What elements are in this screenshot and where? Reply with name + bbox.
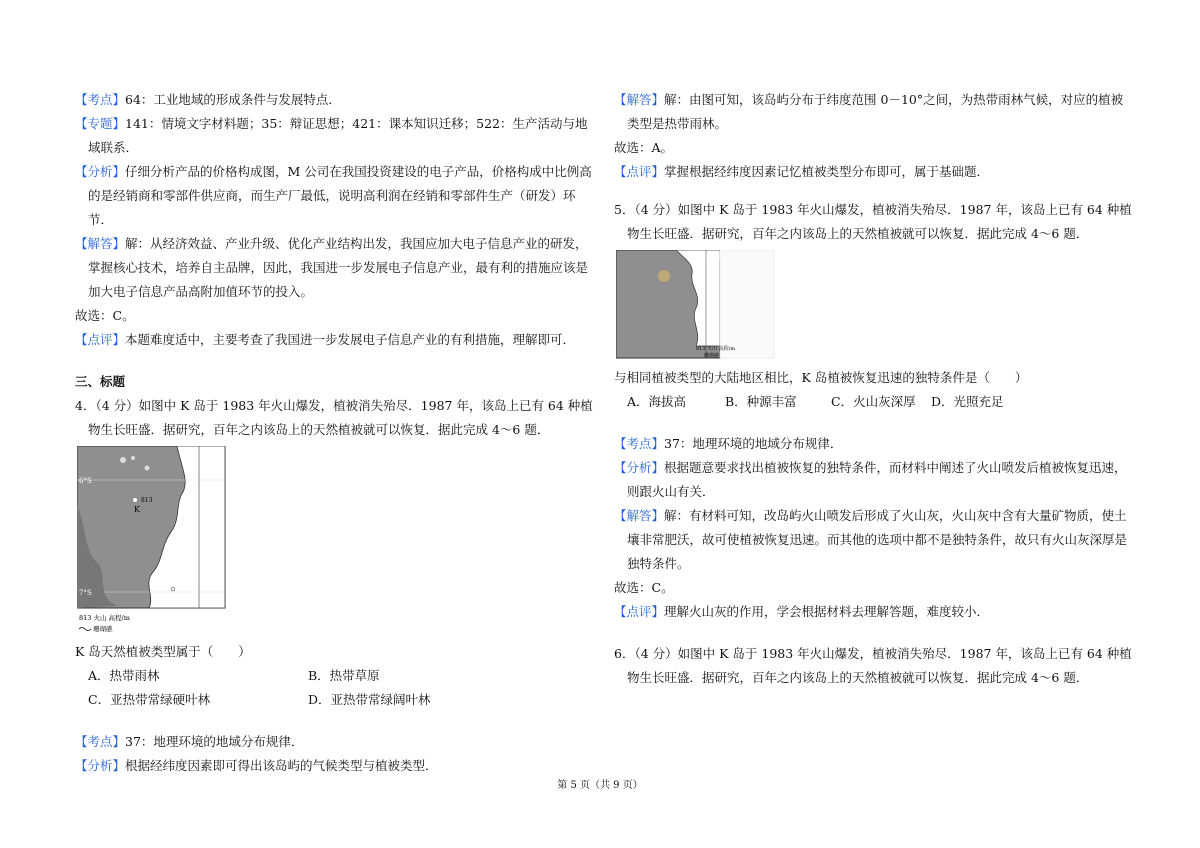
page-footer: 第 5 页（共 9 页） <box>557 780 643 791</box>
zhuanti-tag: 【专题】 <box>75 116 126 131</box>
kaodian-text: 37：地理环境的地域分布规律． <box>125 734 304 749</box>
q5-option-c: C．火山灰深厚 <box>831 394 916 409</box>
jieda-text: 解：有材料可知，改岛屿火山喷发后形成了火山灰，火山灰中含有大量矿物质，使土壤非常肥沃，故可使植被恢复迅速。而其他的选项中都不是独特条件，故只有火山灰深厚是独特条件。 <box>627 508 1128 571</box>
map-figure-1 <box>77 446 227 636</box>
q5-options <box>614 390 1134 414</box>
dianping-text: 掌握根据经纬度因素记忆植被类型分布即可，属于基础题． <box>664 164 990 179</box>
dianping-1 <box>75 328 595 352</box>
q6-stem: 6．（4 分）如图中 K 岛于 1983 年火山爆发，植被消失殆尽．1987 年，该岛上已有 64 种植物生长旺盛．据研究，百年之内该岛上的天然植被就可以恢复．据此完成 4～6 题． <box>614 646 1132 685</box>
jieda-tag: 【解答】 <box>75 236 126 251</box>
map2-lon-label: 105°E <box>702 254 721 261</box>
dianping-text: 本题难度适中，主要考查了我国进一步发展电子信息产业的有利措施，理解即可． <box>125 332 576 347</box>
q4-option-c: C．亚热带常绿硬叶林 <box>88 692 211 707</box>
q5-option-b: B．种源丰富 <box>725 394 797 409</box>
q4-option-d: D．亚热带常绿阔叶林 <box>308 692 431 707</box>
q5-question: 与相同植被类型的大陆地区相比，K 岛植被恢复迅速的独特条件是（ ） <box>614 370 1028 385</box>
map1-elev-label: 813 <box>141 497 153 504</box>
q5-stem: 5．（4 分）如图中 K 岛于 1983 年火山爆发，植被消失殆尽．1987 年，该岛上已有 64 种植物生长旺盛．据研究，百年之内该岛上的天然植被就可以恢复．据此完成 4～6 题． <box>614 202 1132 241</box>
map1-lat-bottom-label: 7°S <box>79 589 92 597</box>
answer-1: 故选：C。 <box>75 308 135 323</box>
jieda-text: 解：从经济效益、产业升级、优化产业结构出发，我国应加大电子信息产业的研发，掌握核心技术，培养自主品牌，因此，我国进一步发展电子信息产业，最有利的措施应该是加大电子信息产品高附加值环节的投入。 <box>88 236 589 299</box>
dianping-5 <box>614 600 1134 624</box>
fenxi-4 <box>75 754 595 778</box>
dianping-tag: 【点评】 <box>75 332 126 347</box>
kaodian-text: 37：地理环境的地域分布规律． <box>664 436 843 451</box>
dianping-4 <box>614 160 1134 184</box>
fenxi-tag: 【分析】 <box>614 460 665 475</box>
jieda-5 <box>614 504 1134 576</box>
q4-options <box>75 664 595 712</box>
map2-legend-2: 珊瑚礁 <box>704 353 720 359</box>
q4-stem: 4．（4 分）如图中 K 岛于 1983 年火山爆发，植被消失殆尽．1987 年，该岛上已有 64 种植物生长旺盛．据研究，百年之内该岛上的天然植被就可以恢复．据此完成 4～6 题． <box>75 398 593 437</box>
dianping-tag: 【点评】 <box>614 604 665 619</box>
q5-option-a: A．海拔高 <box>627 394 687 409</box>
kaodian-1 <box>75 88 595 112</box>
kaodian-5 <box>614 432 1134 456</box>
map1-lon-label: 105°E <box>201 450 223 458</box>
coral-reef-icon <box>79 628 91 631</box>
map1-lat-top-label: 6°S <box>79 477 92 485</box>
fenxi-text: 根据题意要求找出植被恢复的独特条件，而材料中阐述了火山喷发后植被恢复迅速，则跟火山有关． <box>627 460 1127 499</box>
fenxi-1 <box>75 160 595 232</box>
q5-option-d: D．光照充足 <box>931 394 1004 409</box>
right-column <box>614 88 1134 690</box>
dianping-tag: 【点评】 <box>614 164 665 179</box>
answer-4: 故选：A。 <box>614 140 674 155</box>
q4-option-a: A．热带雨林 <box>88 668 160 683</box>
kaodian-text: 64：工业地域的形成条件与发展特点． <box>125 92 341 107</box>
jieda-tag: 【解答】 <box>614 508 665 523</box>
zhuanti-1 <box>75 112 595 160</box>
map1-legend-1: 813 火山 高程/m <box>79 614 130 622</box>
section-heading: 三、标题 <box>75 374 126 389</box>
jieda-text: 解：由图可知，该岛屿分布于纬度范围 0－10°之间，为热带雨林气候，对应的植被类型是热带雨林。 <box>627 92 1124 131</box>
kaodian-tag: 【考点】 <box>75 734 126 749</box>
kaodian-4 <box>75 730 595 754</box>
left-column <box>75 88 595 778</box>
jieda-tag: 【解答】 <box>614 92 665 107</box>
q4-question: K 岛天然植被类型属于（ ） <box>75 644 251 659</box>
fenxi-text: 根据经纬度因素即可得出该岛屿的气候类型与植被类型． <box>125 758 438 773</box>
q4-option-b: B．热带草原 <box>308 668 380 683</box>
fenxi-text: 仔细分析产品的价格构成图，M 公司在我国投资建设的电子产品，价格构成中比例高的是经销商和零部件供应商，而生产厂最低，说明高利润在经销和零部件生产（研发）环节． <box>88 164 592 227</box>
map2-legend-1: 813 火山 高程/m <box>696 346 736 352</box>
map-figure-2 <box>616 250 776 362</box>
kaodian-tag: 【考点】 <box>614 436 665 451</box>
zhuanti-text: 141：情境文字材料题；35：辩证思想；421：课本知识迁移；522：生产活动与地域联系． <box>88 116 588 155</box>
fenxi-tag: 【分析】 <box>75 758 126 773</box>
jieda-1 <box>75 232 595 304</box>
fenxi-tag: 【分析】 <box>75 164 126 179</box>
jieda-4 <box>614 88 1134 136</box>
answer-5: 故选：C。 <box>614 580 674 595</box>
map1-legend-2: 珊瑚礁 <box>93 625 113 633</box>
fenxi-5 <box>614 456 1134 504</box>
dianping-text: 理解火山灰的作用，学会根据材料去理解答题，难度较小． <box>664 604 990 619</box>
map1-k-label: K <box>134 505 140 514</box>
kaodian-tag: 【考点】 <box>75 92 126 107</box>
